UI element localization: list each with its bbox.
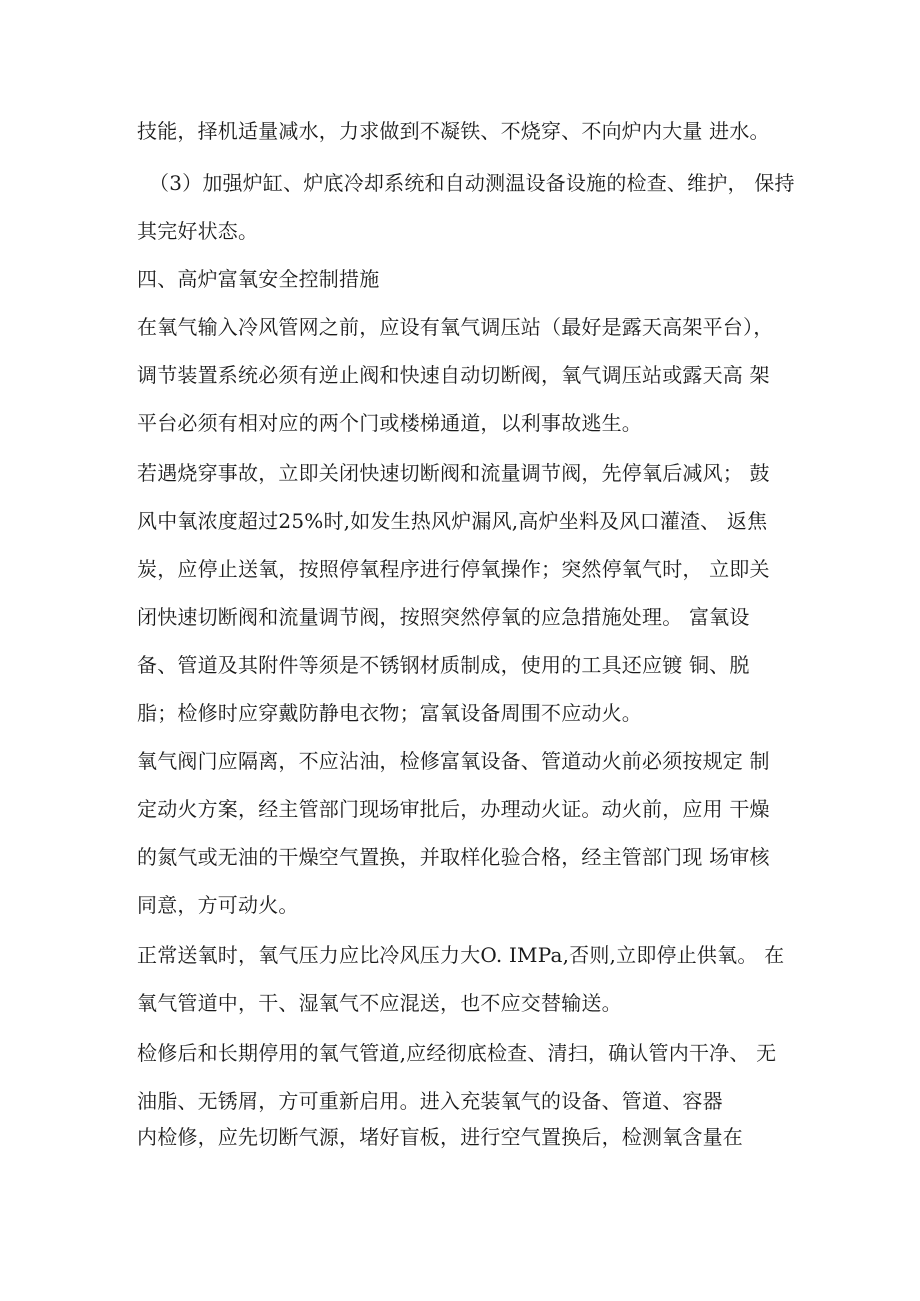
text-line: 定动火方案，经主管部门现场审批后，办理动火证。动火前，应用 干燥	[137, 797, 770, 821]
text-line: 油脂、无锈屑，方可重新启用。进入充装氧气的设备、管道、容器	[137, 1089, 723, 1113]
list-item-3: （3）加强炉缸、炉底冷却系统和自动测温设备设施的检查、维护， 保持	[149, 171, 795, 195]
text-line: 的氮气或无油的干燥空气置换，并取样化验合格，经主管部门现 场审核	[137, 845, 770, 869]
text-line: 同意，方可动火。	[137, 893, 299, 917]
text-line: 闭快速切断阀和流量调节阀，按照突然停氧的应急措施处理。 富氧设	[137, 605, 750, 629]
text-line: 检修后和长期停用的氧气管道,应经彻底检查、清扫，确认管内干净、 无	[137, 1041, 777, 1065]
text-line: 炭，应停止送氧，按照停氧程序进行停氧操作；突然停氧气时， 立即关	[137, 557, 770, 581]
text-line: 在氧气输入冷风管网之前，应设有氧气调压站（最好是露天高架平台），	[137, 315, 774, 339]
text-line: 备、管道及其附件等须是不锈钢材质制成，使用的工具还应镀 铜、脱	[137, 653, 750, 677]
text-line: 内检修，应先切断气源，堵好盲板，进行空气置换后，检测氧含量在	[137, 1125, 743, 1149]
text-line: 氧气阀门应隔离，不应沾油，检修富氧设备、管道动火前必须按规定 制	[137, 749, 770, 773]
text-line: 技能，择机适量减水，力求做到不凝铁、不烧穿、不向炉内大量 进水。	[137, 119, 770, 143]
section-heading: 四、高炉富氧安全控制措施	[137, 267, 380, 291]
text-line: 风中氧浓度超过25%时,如发生热风炉漏风,高炉坐料及风口灌渣、 返焦	[137, 509, 768, 533]
text-line: 若遇烧穿事故，立即关闭快速切断阀和流量调节阀，先停氧后减风； 鼓	[137, 461, 770, 485]
text-line: 其完好状态。	[137, 219, 259, 243]
text-line: 平台必须有相对应的两个门或楼梯通道，以利事故逃生。	[137, 411, 642, 435]
text-line: 脂；检修时应穿戴防静电衣物；富氧设备周围不应动火。	[137, 701, 642, 725]
text-line: 调节装置系统必须有逆止阀和快速自动切断阀，氧气调压站或露天高 架	[137, 363, 770, 387]
text-line: 正常送氧时，氧气压力应比冷风压力大O. IMPa,否则,立即停止供氧。 在	[137, 943, 785, 967]
text-line: 氧气管道中，干、湿氧气不应混送，也不应交替输送。	[137, 991, 622, 1015]
